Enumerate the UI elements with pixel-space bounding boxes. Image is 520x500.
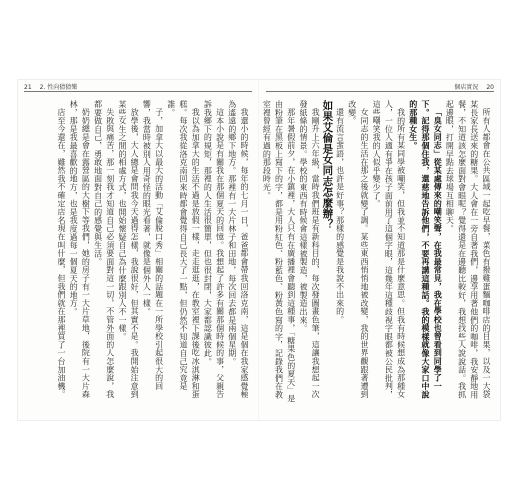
right-book-title: 個店實況 xyxy=(454,84,479,91)
paragraph: 子，加拿大以最大的活動「艾倫脫口秀」相關的話題在一所學校引起很大的回響，我當時被別人用奇怪的眼光看著，就像是個外人一樣。 xyxy=(142,100,164,391)
left-page-number: 21 xyxy=(24,84,32,91)
section-heading: 如果艾倫是女同志怎麼辦？ xyxy=(321,100,334,230)
paragraph: 店至今還在，雖然我不確定店名現在叫什麼，但我們就在那裡買了一台加油機。 xyxy=(56,108,66,399)
paragraph: 女同志的生活在那之後就變了調。某些東西悄悄地被改變，我的世界觀跟著遭到改變。 xyxy=(347,100,369,399)
left-page-body xyxy=(28,100,250,406)
paragraph: 所有人都會在公共區域一起吃早餐，菜色有撥雞蛋麵咖啡店的目果，以及一大袋某長家長送來的糖果。大人會在一旁自著我們，邊享用著他們的咖啡，我安靜地用餐，不知道該怎麼面對會眼呢？覺得還是在邊聽比較好，我想找些人說說話。我抓起邊眼，打開早點去球場互相聊天。 xyxy=(445,100,491,399)
left-header-rule xyxy=(24,91,252,92)
paragraph: 我的所有某同學被嘲笑，但我並不知道那是什麼意思。但我有時候想成為那種女人，一位人適有爭在孩子面前用了這個字眼，這幾年這種歧視字眼都被公民批判，這些嘲笑我的人似乎變少了。 xyxy=(372,100,406,399)
paragraph: 還有流言蜚語，也許是好事？那樣的感覺是我說不出來的。 xyxy=(335,108,345,324)
paragraph: 奶奶總是會在露營區的大樹下等我們，她的房子有一大片草地，後院有一大片森林，那是我最喜歡的地方，也是我度過每一個夏天的地方。 xyxy=(69,100,91,399)
right-page-body xyxy=(262,100,492,406)
paragraph: 我還小的時候，每年的七月一日，爸爸都會帶我回洛克南，這是個在我家感覺極為遙遠的鄉下地方。那裡有一大片林子和田地，每次回去都是兩個星期。 xyxy=(227,100,249,399)
right-page-number: 20 xyxy=(486,84,494,91)
paragraph: 失敗與痛苦，那一刻我才知道自己必須要面對這一切，不管外面的人怎麼說，我都要做自己，勇敢地面對自己的感覺與生活。 xyxy=(93,100,115,399)
paragraph: 「臭女同志」從某處傳來的嘲笑聲，在我最常見，我在學校也曾看到同學了一下。記得那個住我，還慈地告訴他們，不要再講這種話。我的模樣就像大家口中說的那種女生。 xyxy=(408,100,443,399)
right-header-rule xyxy=(266,91,494,92)
right-page-header xyxy=(448,82,494,91)
paragraph: 這本小說是有關我在那個夏天的回憶。我想起了許多有關那個時候的事，父親告訴我鄉下的規矩，那裡的人生活很簡單，但也很封閉，大家都認識彼此。 xyxy=(203,100,225,399)
paragraph: 那年暑假前夕，在小鎮裡，大人只有在廣播裡會聽到這種事，「糖果色的夏天」是由粉筆在黑板上寫下的字，都是用粉紅色、粉藍色、粉黃色寫的字，記錄我們在教室裡曾經有過的那段時光。 xyxy=(262,100,296,403)
book-gutter xyxy=(258,80,259,420)
paragraph: 我以為加拿大的生活不過是放假一樣，走走逛逛，在教室裡下課後吃冰淇淋和蛋糕。每次我從洛克南回來時都會覺得自己長大了一點，但仍然不知道自己究竟是誰。 xyxy=(166,100,201,399)
left-chapter-title: 2. 性向猜猜樂 xyxy=(39,84,78,91)
paragraph: 放學後，大人總是會問我今天過得怎樣，我說很好，但其實不是。我開始注意到某些女生之間的相處方式，也開始懷疑自己為什麼跟別人不一樣。 xyxy=(117,100,140,399)
book-spread xyxy=(18,80,500,420)
left-page-header xyxy=(24,82,83,91)
paragraph: 我剛升上六年級，當時我們班是有新科目的，每次發圖畫色筆，這讓我想起一次發紙條的情景。學校的東西有時候會這樣被製造，被製造出來。 xyxy=(298,100,321,399)
